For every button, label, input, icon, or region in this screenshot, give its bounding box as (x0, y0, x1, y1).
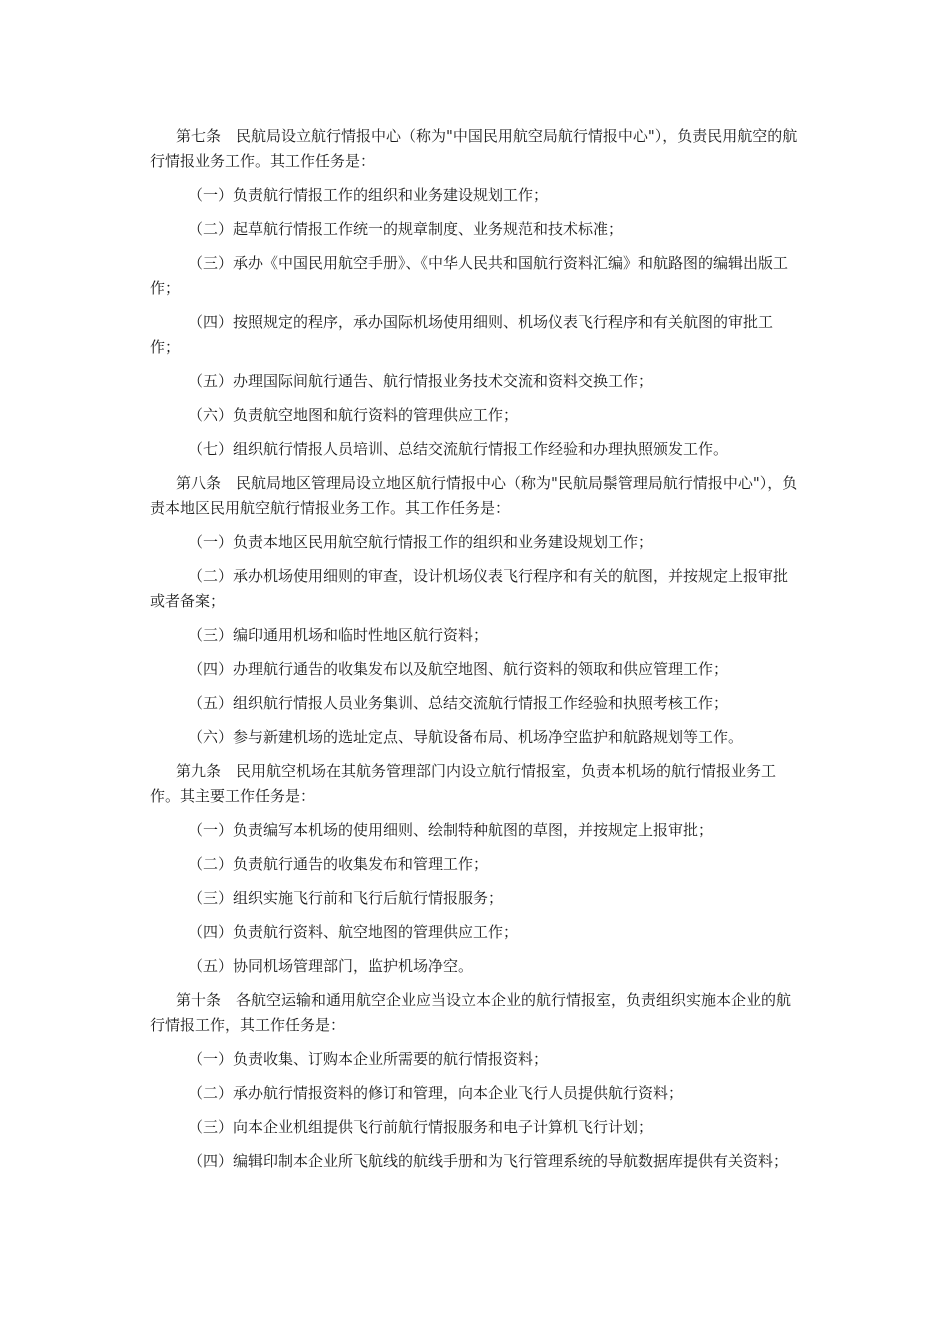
article-8-item-1: （一）负责本地区民用航空航行情报工作的组织和业务建设规划工作； (188, 533, 654, 551)
article-9-item-4: （四）负责航行资料、航空地图的管理供应工作； (188, 923, 519, 941)
article-8-item-5: （五）组织航行情报人员业务集训、总结交流航行情报工作经验和执照考核工作； (188, 694, 729, 712)
article-10-item-1: （一）负责收集、订购本企业所需要的航行情报资料； (188, 1050, 549, 1068)
article-9: 第九条 民用航空机场在其航务管理部门内设立航行情报室，负责本机场的航行情报业务工作。其主要工作任务是： (150, 762, 777, 805)
article-10-item-4: （四）编辑印制本企业所飞航线的航线手册和为飞行管理系统的导航数据库提供有关资料； (188, 1152, 789, 1170)
article-9-item-1: （一）负责编写本机场的使用细则、绘制特种航图的草图，并按规定上报审批； (188, 821, 714, 839)
article-7-item-1: （一）负责航行情报工作的组织和业务建设规划工作； (188, 186, 549, 204)
article-9-item-5: （五）协同机场管理部门，监护机场净空。 (188, 957, 474, 975)
article-10-item-3: （三）向本企业机组提供飞行前航行情报服务和电子计算机飞行计划； (188, 1118, 654, 1136)
article-9-item-2: （二）负责航行通告的收集发布和管理工作； (188, 855, 489, 873)
article-8: 第八条 民航局地区管理局设立地区航行情报中心（称为"民航局鬃管理局航行情报中心"），负责本地区民用航空航行情报业务工作。其工作任务是： (150, 474, 798, 517)
article-8-item-3: （三）编印通用机场和临时性地区航行资料； (188, 626, 489, 644)
article-8-item-6: （六）参与新建机场的选址定点、导航设备布局、机场净空监护和航路规划等工作。 (188, 728, 744, 746)
article-8-item-2: （二）承办机场使用细则的审查，设计机场仪表飞行程序和有关的航图，并按规定上报审批或者备案； (150, 567, 789, 610)
document-body (150, 124, 800, 1183)
article-8-item-4: （四）办理航行通告的收集发布以及航空地图、航行资料的领取和供应管理工作； (188, 660, 729, 678)
article-7-item-2: （二）起草航行情报工作统一的规章制度、业务规范和技术标准； (188, 220, 624, 238)
article-10-item-2: （二）承办航行情报资料的修订和管理，向本企业飞行人员提供航行资料； (188, 1084, 684, 1102)
article-10: 第十条 各航空运输和通用航空企业应当设立本企业的航行情报室，负责组织实施本企业的航行情报工作，其工作任务是： (150, 991, 792, 1034)
article-9-item-3: （三）组织实施飞行前和飞行后航行情报服务； (188, 889, 504, 907)
article-7-item-4: （四）按照规定的程序，承办国际机场使用细则、机场仪表飞行程序和有关航图的审批工作； (150, 313, 774, 356)
article-7-item-3: （三）承办《中国民用航空手册》、《中华人民共和国航行资料汇编》和航路图的编辑出版工作； (150, 254, 789, 297)
article-7: 第七条 民航局设立航行情报中心（称为"中国民用航空局航行情报中心"），负责民用航空的航行情报业务工作。其工作任务是： (150, 127, 798, 170)
article-7-item-6: （六）负责航空地图和航行资料的管理供应工作； (188, 406, 519, 424)
article-7-item-7: （七）组织航行情报人员培训、总结交流航行情报工作经验和办理执照颁发工作。 (188, 440, 729, 458)
article-7-item-5: （五）办理国际间航行通告、航行情报业务技术交流和资料交换工作； (188, 372, 654, 390)
